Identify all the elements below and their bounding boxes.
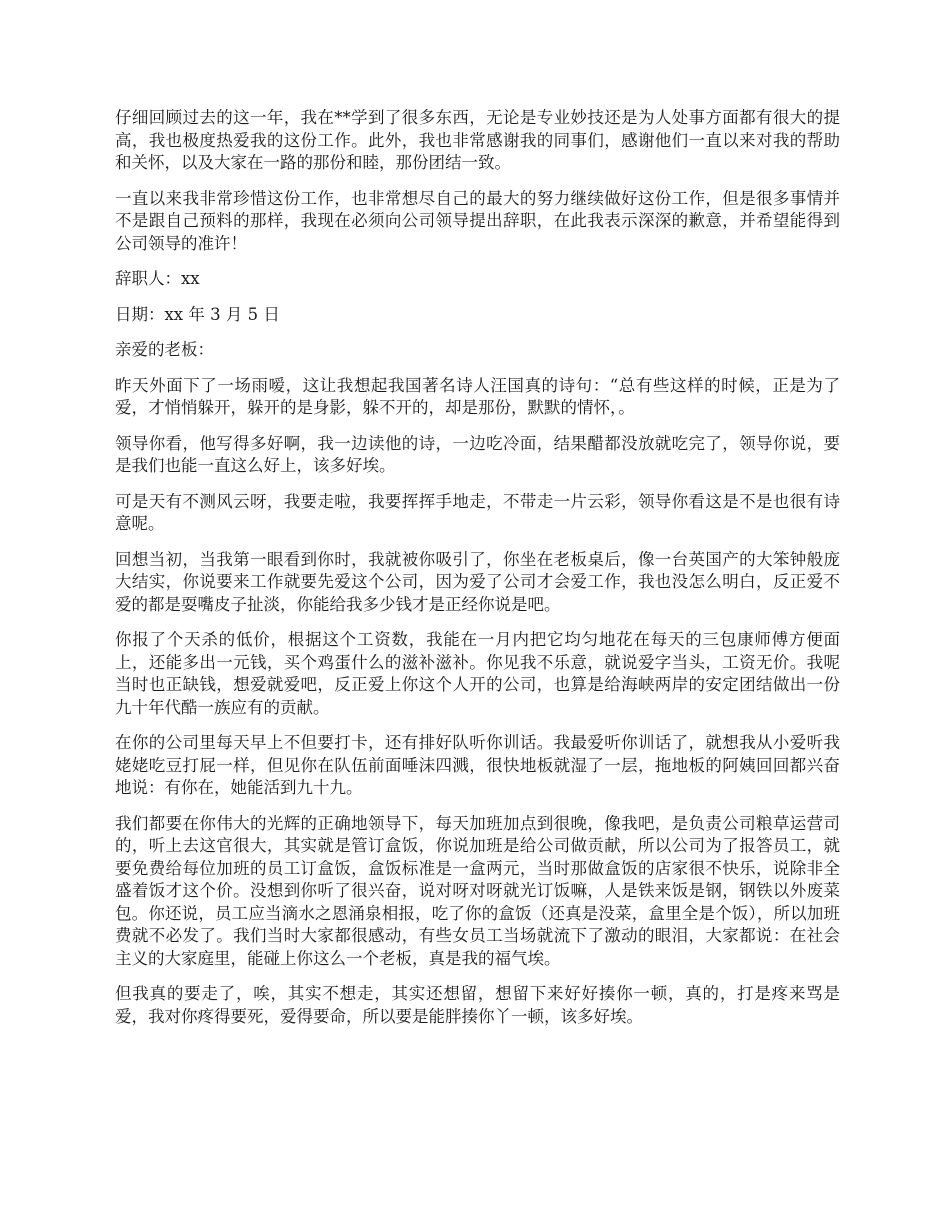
- paragraph-leaving: 可是天有不测风云呀，我要走啦，我要挥挥手地走，不带走一片云彩，领导你看这是不是也很有诗意呢。: [115, 491, 840, 533]
- paragraph-resignation-request: 一直以来我非常珍惜这份工作，也非常想尽自己的最大的努力继续做好这份工作，但是很多事情并不是跟自己预料的那样，我现在必须向公司领导提出辞职，在此我表示深深的歉意，并希望能得到公司领导的准许！: [115, 188, 840, 253]
- date-line: 日期：xx 年 3 月 5 日: [115, 304, 280, 324]
- paragraph-review: 仔细回顾过去的这一年，我在**学到了很多东西，无论是专业妙技还是为人处事方面都有很大的提高，我也极度热爱我的这份工作。此外，我也非常感谢我的同事们，感谢他们一直以来对我的帮助和关怀，以及大家在一路的那份和睦，那份团结一致。: [115, 108, 840, 172]
- paragraph-low-salary: 你报了个天杀的低价，根据这个工资数，我能在一月内把它均匀地花在每天的三包康师傅方便面上，还能多出一元钱，买个鸡蛋什么的滋补滋补。你见我不乐意，就说爱字当头，工资无价。我呢当时也正缺钱，想爱就爱吧，反正爱上你这个人开的公司，也算是给海峡两岸的安定团结做出一份九十年代酷一族应有的贡献。: [115, 630, 840, 717]
- paragraph-cold-noodles: 领导你看，他写得多好啊，我一边读他的诗，一边吃冷面，结果醋都没放就吃完了，领导你说，要是我们也能一直这么好上，该多好埃。: [115, 433, 840, 475]
- paragraph-morning-meeting: 在你的公司里每天早上不但要打卡，还有排好队听你训话。我最爱听你训话了，就想我从小爱听我姥姥吃豆打屁一样，但见你在队伍前面唾沫四溅，很快地板就湿了一层，拖地板的阿姨回回都兴奋地说：有你在，她能活到九十九。: [115, 733, 840, 797]
- paragraph-overtime: 我们都要在你伟大的光辉的正确地领导下，每天加班加点到很晚，像我吧，是负责公司粮草运营司的，听上去这官很大，其实就是管订盒饭，你说加班是给公司做贡献，所以公司为了报答员工，就要免费给每位加班的员工订盒饭，盒饭标准是一盒两元，当时那做盒饭的店家很不快乐，说除非全盛着饭才这个价。没想到你听了很兴奋，说对呀对呀就光订饭嘛，人是铁来饭是钢，钢铁以外废菜包。你还说，员工应当滴水之恩涌泉相报，吃了你的盒饭（还真是没菜，盒里全是个饭），所以加班费就不必发了。我们当时大家都很感动，有些女员工当场就流下了激动的眼泪，大家都说：在社会主义的大家庭里，能碰上你这么一个老板，真是我的福气埃。: [115, 813, 840, 968]
- document-body: [115, 107, 840, 1041]
- signature-line: 辞职人：xx: [115, 269, 200, 288]
- paragraph-first-impression: 回想当初，当我第一眼看到你时，我就被你吸引了，你坐在老板桌后，像一台英国产的大笨钟般庞大结实，你说要来工作就要先爱这个公司，因为爱了公司才会爱工作，我也没怎么明白，反正爱不爱的都是耍嘴皮子扯淡，你能给我多少钱才是正经你说是吧。: [115, 549, 840, 614]
- paragraph-rain-poem: 昨天外面下了一场雨嗳，这让我想起我国著名诗人汪国真的诗句：“总有些这样的时候，正是为了爱，才悄悄躲开，躲开的是身影，躲不开的，却是那份，默默的情怀，。: [115, 375, 840, 417]
- salutation: 亲爱的老板：: [115, 340, 214, 359]
- paragraph-farewell: 但我真的要走了，唉，其实不想走，其实还想留，想留下来好好揍你一顿，真的，打是疼来骂是爱，我对你疼得要死，爱得要命，所以要是能胖揍你丫一顿，该多好埃。: [115, 984, 840, 1026]
